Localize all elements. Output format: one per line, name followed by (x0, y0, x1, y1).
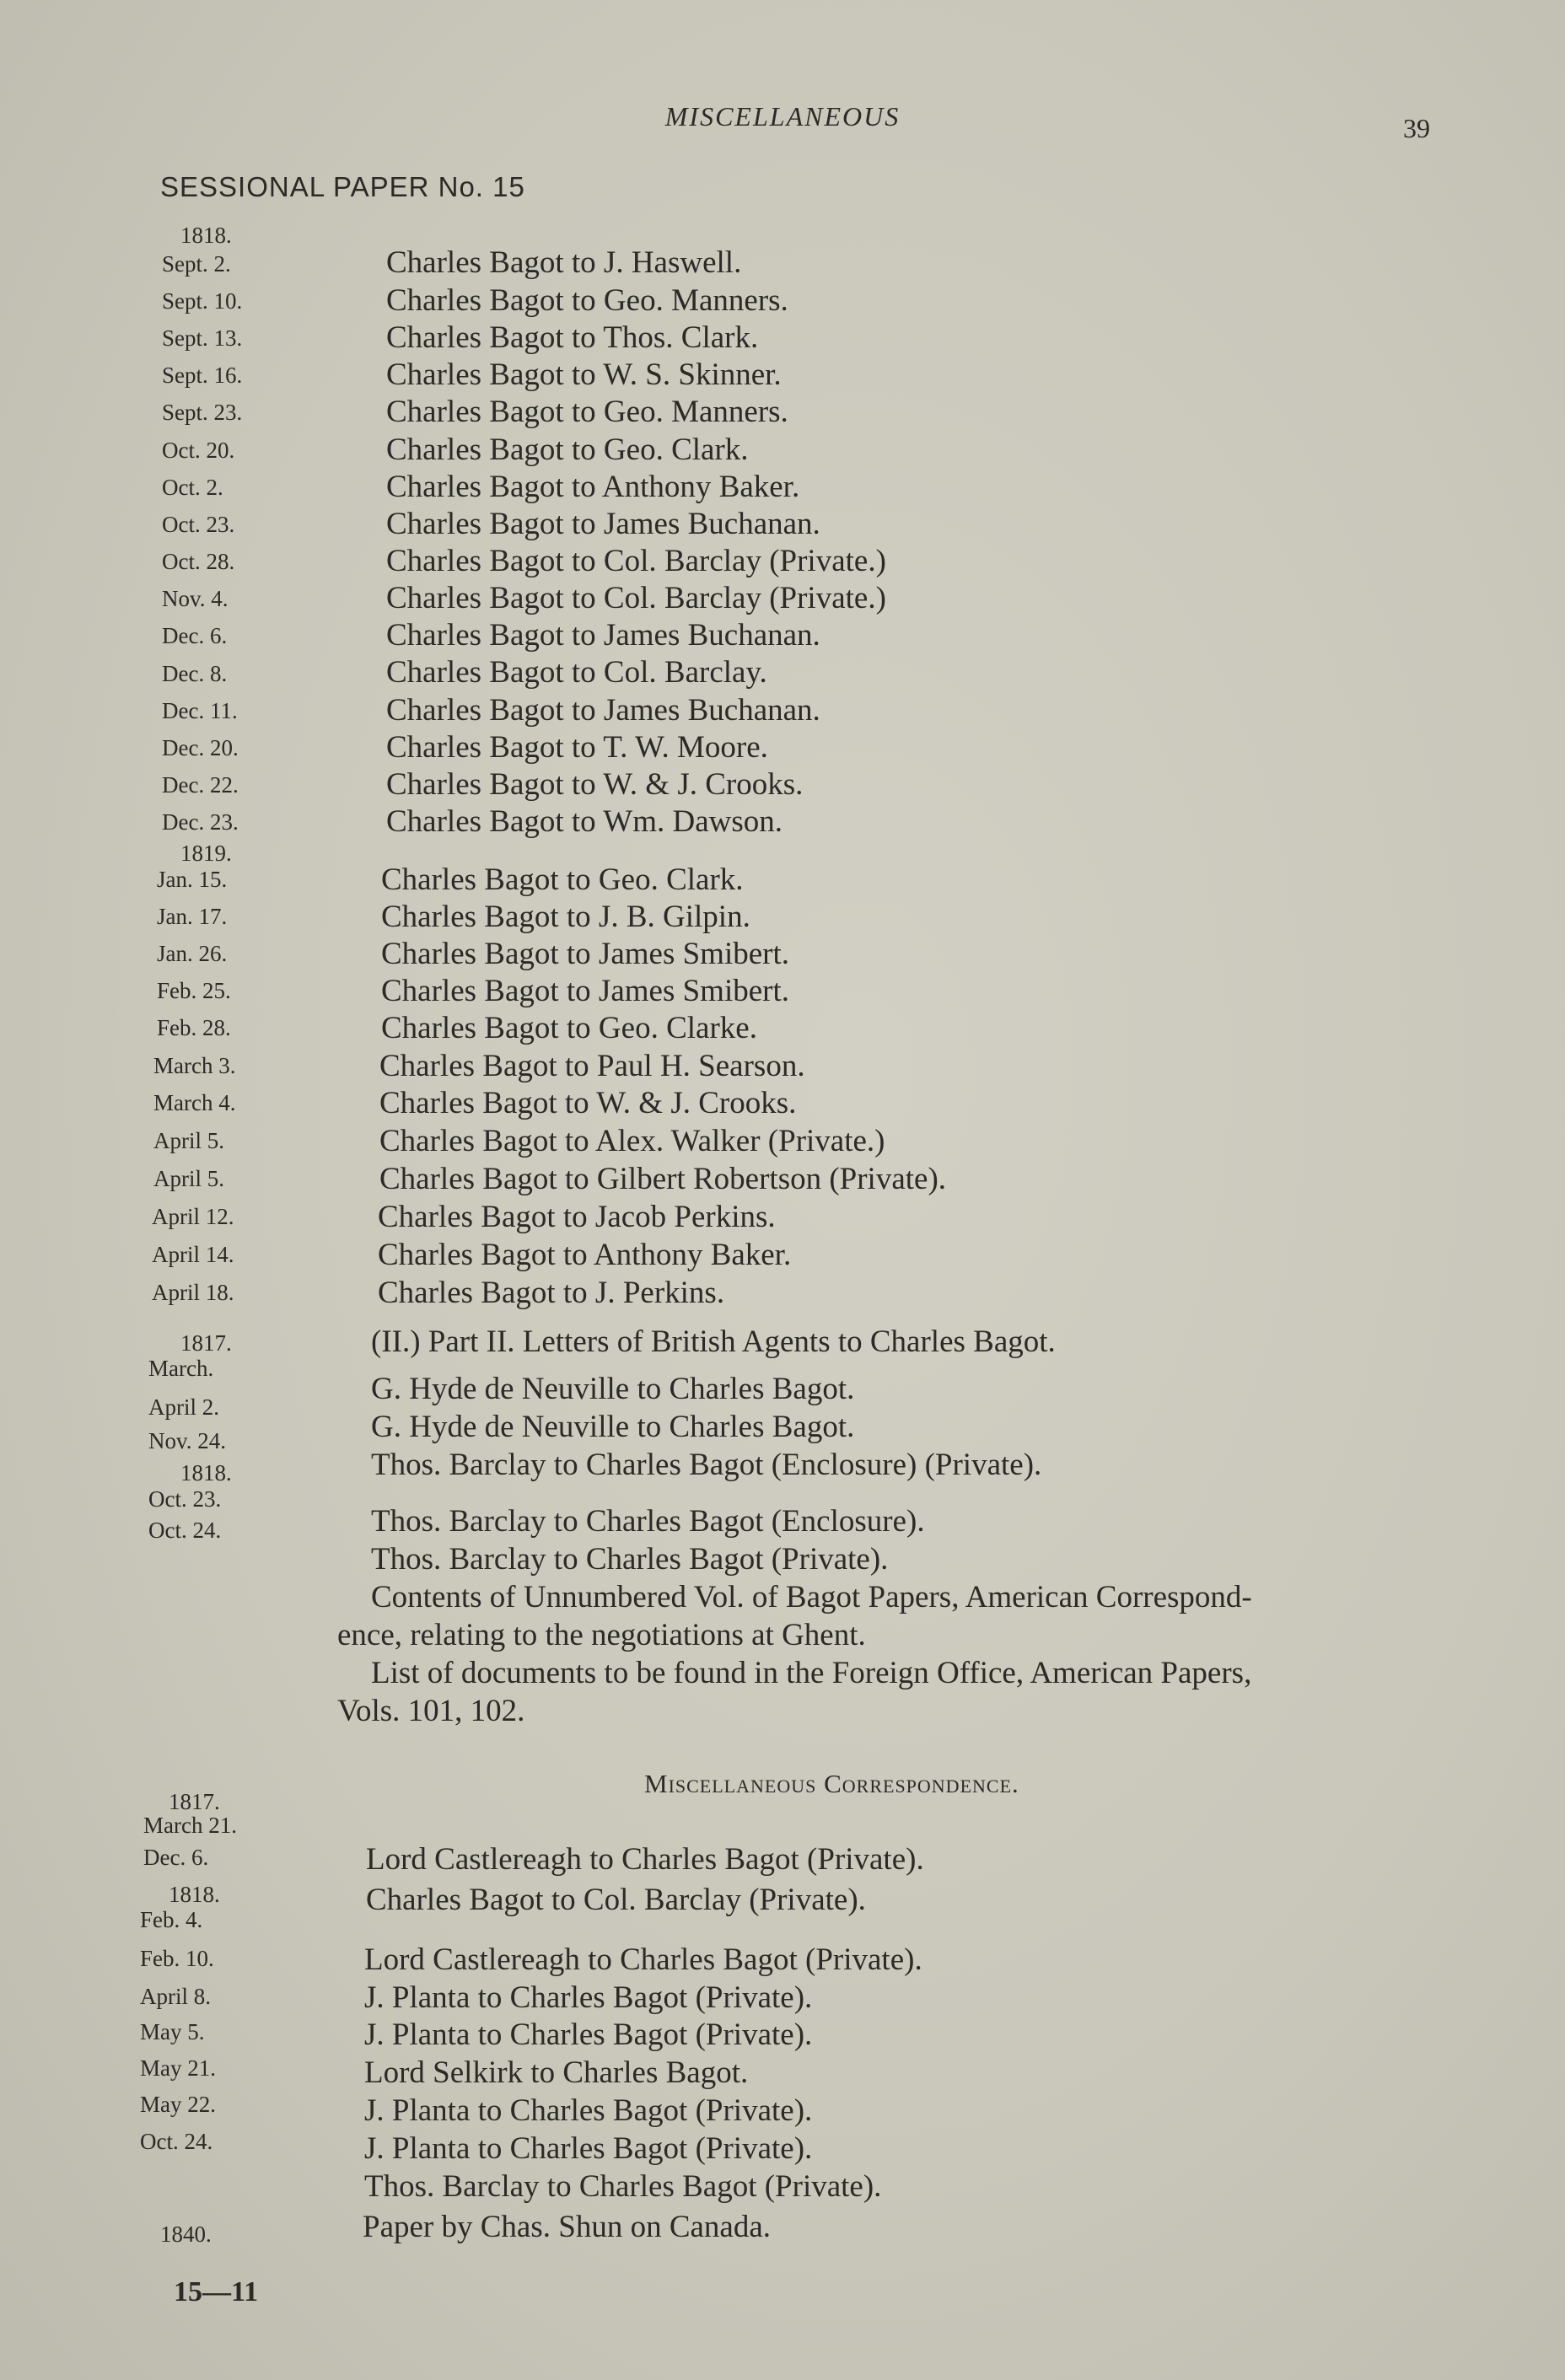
entry-text: Lord Selkirk to Charles Bagot. (364, 2055, 749, 2090)
entry-date: Oct. 24. (140, 2129, 213, 2154)
entry-text: Charles Bagot to J. B. Gilpin. (381, 900, 750, 934)
entry-text: J. Planta to Charles Bagot (Private). (364, 2131, 813, 2166)
entry-date: Jan. 15. (157, 867, 228, 892)
entry-date: Dec. 20. (162, 735, 239, 760)
entry-date: April 2. (148, 1394, 219, 1420)
entry-text: Charles Bagot to James Smibert. (381, 937, 790, 971)
entry-date: Feb. 25. (157, 978, 231, 1003)
entry-text: G. Hyde de Neuville to Charles Bagot. (371, 1372, 855, 1406)
entry-text: Charles Bagot to Geo. Manners. (386, 395, 788, 429)
entry-date: Dec. 6. (143, 1845, 209, 1870)
entry-text: Charles Bagot to Paul H. Searson. (379, 1049, 805, 1083)
section-heading: (II.) Part II. Letters of British Agents to Charles Bagot. (371, 1324, 1056, 1359)
entry-date: May 21. (140, 2055, 216, 2081)
entry-text: Charles Bagot to W. & J. Crooks. (386, 767, 804, 802)
entry-date: April 5. (153, 1128, 224, 1153)
entry-text: J. Planta to Charles Bagot (Private). (364, 1980, 813, 2015)
entry-date: April 12. (152, 1204, 234, 1229)
entry-date: Sept. 10. (162, 288, 243, 314)
entry-date: May 22. (140, 2092, 216, 2117)
entry-date: Jan. 17. (157, 904, 228, 929)
entry-text: Charles Bagot to Col. Barclay (Private.) (386, 581, 886, 615)
year-label: 1818. (180, 1460, 232, 1485)
entry-text: Charles Bagot to Jacob Perkins. (378, 1200, 776, 1234)
entry-date: Dec. 6. (162, 623, 228, 648)
year-label: 1817. (169, 1789, 220, 1814)
entry-text: Charles Bagot to Wm. Dawson. (386, 804, 782, 839)
entry-date: Feb. 10. (140, 1946, 214, 1971)
entry-text: Charles Bagot to Col. Barclay (Private.) (386, 544, 886, 578)
page-number: 39 (1403, 113, 1430, 143)
entry-text: Charles Bagot to Col. Barclay (Private). (366, 1883, 866, 1917)
entry-date: March 3. (153, 1053, 236, 1078)
entry-text: J. Planta to Charles Bagot (Private). (364, 2093, 813, 2128)
year-label: 1818. (169, 1882, 220, 1907)
entry-date: Oct. 28. (162, 549, 235, 574)
entry-date: Jan. 26. (157, 941, 228, 966)
entry-text: Charles Bagot to Geo. Manners. (386, 283, 788, 318)
entry-date: Sept. 23. (162, 400, 243, 425)
entry-date: March. (148, 1356, 214, 1381)
entry-text: Thos. Barclay to Charles Bagot (Private). (371, 1542, 889, 1577)
sessional-paper-label: SESSIONAL PAPER No. 15 (160, 171, 525, 202)
entry-text: Charles Bagot to W. S. Skinner. (386, 357, 782, 392)
entry-text: Charles Bagot to James Smibert. (381, 974, 790, 1008)
entry-date: Oct. 23. (148, 1486, 222, 1512)
entry-text: Lord Castlereagh to Charles Bagot (Private). (366, 1842, 924, 1877)
section-heading: Miscellaneous Correspondence. (644, 1769, 1019, 1798)
entry-text: Charles Bagot to Geo. Clarke. (381, 1011, 757, 1045)
entry-date: April 5. (153, 1166, 224, 1191)
paragraph-line: List of documents to be found in the Foreign Office, American Papers, (371, 1656, 1252, 1690)
entry-text: Charles Bagot to Col. Barclay. (386, 655, 767, 690)
entry-date: Sept. 13. (162, 325, 243, 351)
entry-date: Dec. 8. (162, 661, 228, 686)
entry-date: Dec. 11. (162, 698, 238, 723)
entry-date: Oct. 20. (162, 438, 235, 463)
entry-text: Charles Bagot to James Buchanan. (386, 507, 820, 541)
year-label: 1840. (160, 2222, 212, 2247)
year-label: 1818. (180, 223, 232, 248)
entry-text: Charles Bagot to James Buchanan. (386, 693, 820, 728)
entry-text: Thos. Barclay to Charles Bagot (Enclosure). (371, 1504, 925, 1539)
entry-date: March 21. (143, 1813, 237, 1838)
entry-text: G. Hyde de Neuville to Charles Bagot. (371, 1410, 855, 1444)
entry-text: Paper by Chas. Shun on Canada. (363, 2210, 772, 2244)
entry-text: Thos. Barclay to Charles Bagot (Enclosure) (Private). (371, 1448, 1042, 1482)
entry-text: Charles Bagot to Anthony Baker. (378, 1238, 792, 1272)
year-label: 1819. (180, 841, 232, 866)
entry-date: April 18. (152, 1280, 234, 1305)
entry-date: Feb. 28. (157, 1015, 231, 1040)
entry-text: Charles Bagot to W. & J. Crooks. (379, 1086, 797, 1120)
entry-date: Nov. 24. (148, 1428, 226, 1453)
year-label: 1817. (180, 1330, 232, 1356)
paragraph-line: ence, relating to the negotiations at Ghent. (337, 1618, 866, 1652)
running-title: MISCELLANEOUS (664, 101, 901, 132)
paragraph-line: Vols. 101, 102. (337, 1694, 525, 1728)
entry-text: Lord Castlereagh to Charles Bagot (Private). (364, 1942, 922, 1977)
entry-text: Charles Bagot to T. W. Moore. (386, 730, 768, 765)
entry-text: Charles Bagot to James Buchanan. (386, 618, 820, 653)
entry-text: Charles Bagot to Alex. Walker (Private.) (379, 1124, 885, 1158)
entry-text: Charles Bagot to Thos. Clark. (386, 320, 759, 355)
entry-text: Charles Bagot to Geo. Clark. (386, 432, 749, 467)
entry-text: Charles Bagot to Geo. Clark. (381, 862, 744, 897)
entry-text: Charles Bagot to Gilbert Robertson (Private). (379, 1162, 947, 1196)
entry-date: Oct. 2. (162, 475, 223, 500)
entry-text: Charles Bagot to J. Haswell. (386, 245, 742, 280)
entry-date: Feb. 4. (140, 1907, 203, 1932)
entry-date: April 8. (140, 1984, 211, 2009)
entry-date: May 5. (140, 2019, 205, 2044)
entry-date: Sept. 16. (162, 363, 243, 388)
entry-text: J. Planta to Charles Bagot (Private). (364, 2017, 813, 2052)
entry-date: Nov. 4. (162, 586, 229, 611)
entry-date: Dec. 22. (162, 772, 239, 798)
entry-date: Sept. 2. (162, 251, 231, 277)
paragraph-line: Contents of Unnumbered Vol. of Bagot Papers, American Correspond- (371, 1580, 1252, 1614)
entry-text: Charles Bagot to Anthony Baker. (386, 470, 800, 504)
printer-signature: 15—11 (174, 2276, 259, 2307)
entry-text: Thos. Barclay to Charles Bagot (Private). (364, 2169, 882, 2204)
entry-text: Charles Bagot to J. Perkins. (378, 1276, 725, 1310)
entry-date: April 14. (152, 1242, 234, 1267)
entry-date: March 4. (153, 1090, 236, 1115)
entry-date: Dec. 23. (162, 809, 239, 835)
entry-date: Oct. 23. (162, 512, 235, 537)
entry-date: Oct. 24. (148, 1518, 222, 1543)
